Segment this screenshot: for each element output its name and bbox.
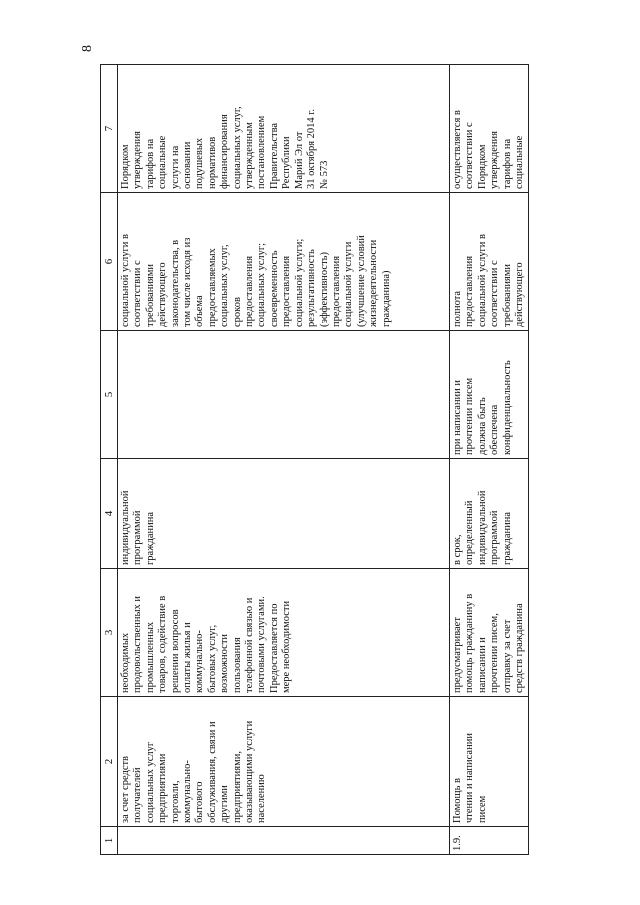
service-conditions — [118, 331, 450, 459]
service-name: Помощь в чтении и написании писем — [450, 697, 529, 827]
column-header: 4 — [101, 459, 118, 569]
services-table — [100, 64, 529, 855]
service-term: в срок, определенный индивидуальной программой гражданина — [450, 459, 529, 569]
table-row — [450, 65, 529, 855]
column-header: 3 — [101, 569, 118, 697]
column-header: 7 — [101, 65, 118, 193]
legal-basis: осуществляется в соответствии с Порядком утверждения тарифов на социальные — [450, 65, 529, 193]
column-header: 1 — [101, 827, 118, 855]
column-header: 5 — [101, 331, 118, 459]
service-term: индивидуальной программой гражданина — [118, 459, 450, 569]
rotated-table-wrapper — [100, 65, 600, 855]
table-row — [118, 65, 450, 855]
service-description: необходимых продовольственных и промышленных товаров, содействие в решении вопросов оплаты жилья и коммунально- бытовых услуг, возможности пользования телефонной связью и почтовыми услугами. Предоставляется по мере необходимости — [118, 569, 450, 697]
legal-basis: Порядком утверждения тарифов на социальные услуги на основании подушевых нормативов финансирования социальных услуг, утвержденным постановлением Правительства Республики Марий Эл от 31 октября 2014 г. № 573 — [118, 65, 450, 193]
header-row — [101, 65, 118, 855]
quality-indicators: социальной услуги в соответствии с требованиями действующего законодательства, в том числе исходя из объема предоставляемых социальных услуг, сроков предоставления социальных услуг; своевременность предоставления социальной услуги; результативность (эффективность) предоставления социальной услуги (улучшение условий жизнедеятельности гражданина) — [118, 193, 450, 331]
service-conditions: при написании и прочтении писем должна быть обеспечена конфиденциальность — [450, 331, 529, 459]
column-header: 2 — [101, 697, 118, 827]
column-header: 6 — [101, 193, 118, 331]
page-number: 8 — [80, 45, 95, 52]
service-description: предусматривает помощь гражданину в написании и прочтении писем, отправку за счет средств гражданина — [450, 569, 529, 697]
service-name: за счет средств получателей социальных услуг предприятиями торговли, коммунально- бытового обслуживания, связи и другими предприятиями, оказывающими услуги населению — [118, 697, 450, 827]
quality-indicators: полнота предоставления социальной услуги в соответствии с требованиями действующего — [450, 193, 529, 331]
row-number — [118, 827, 450, 855]
row-number: 1.9. — [450, 827, 529, 855]
